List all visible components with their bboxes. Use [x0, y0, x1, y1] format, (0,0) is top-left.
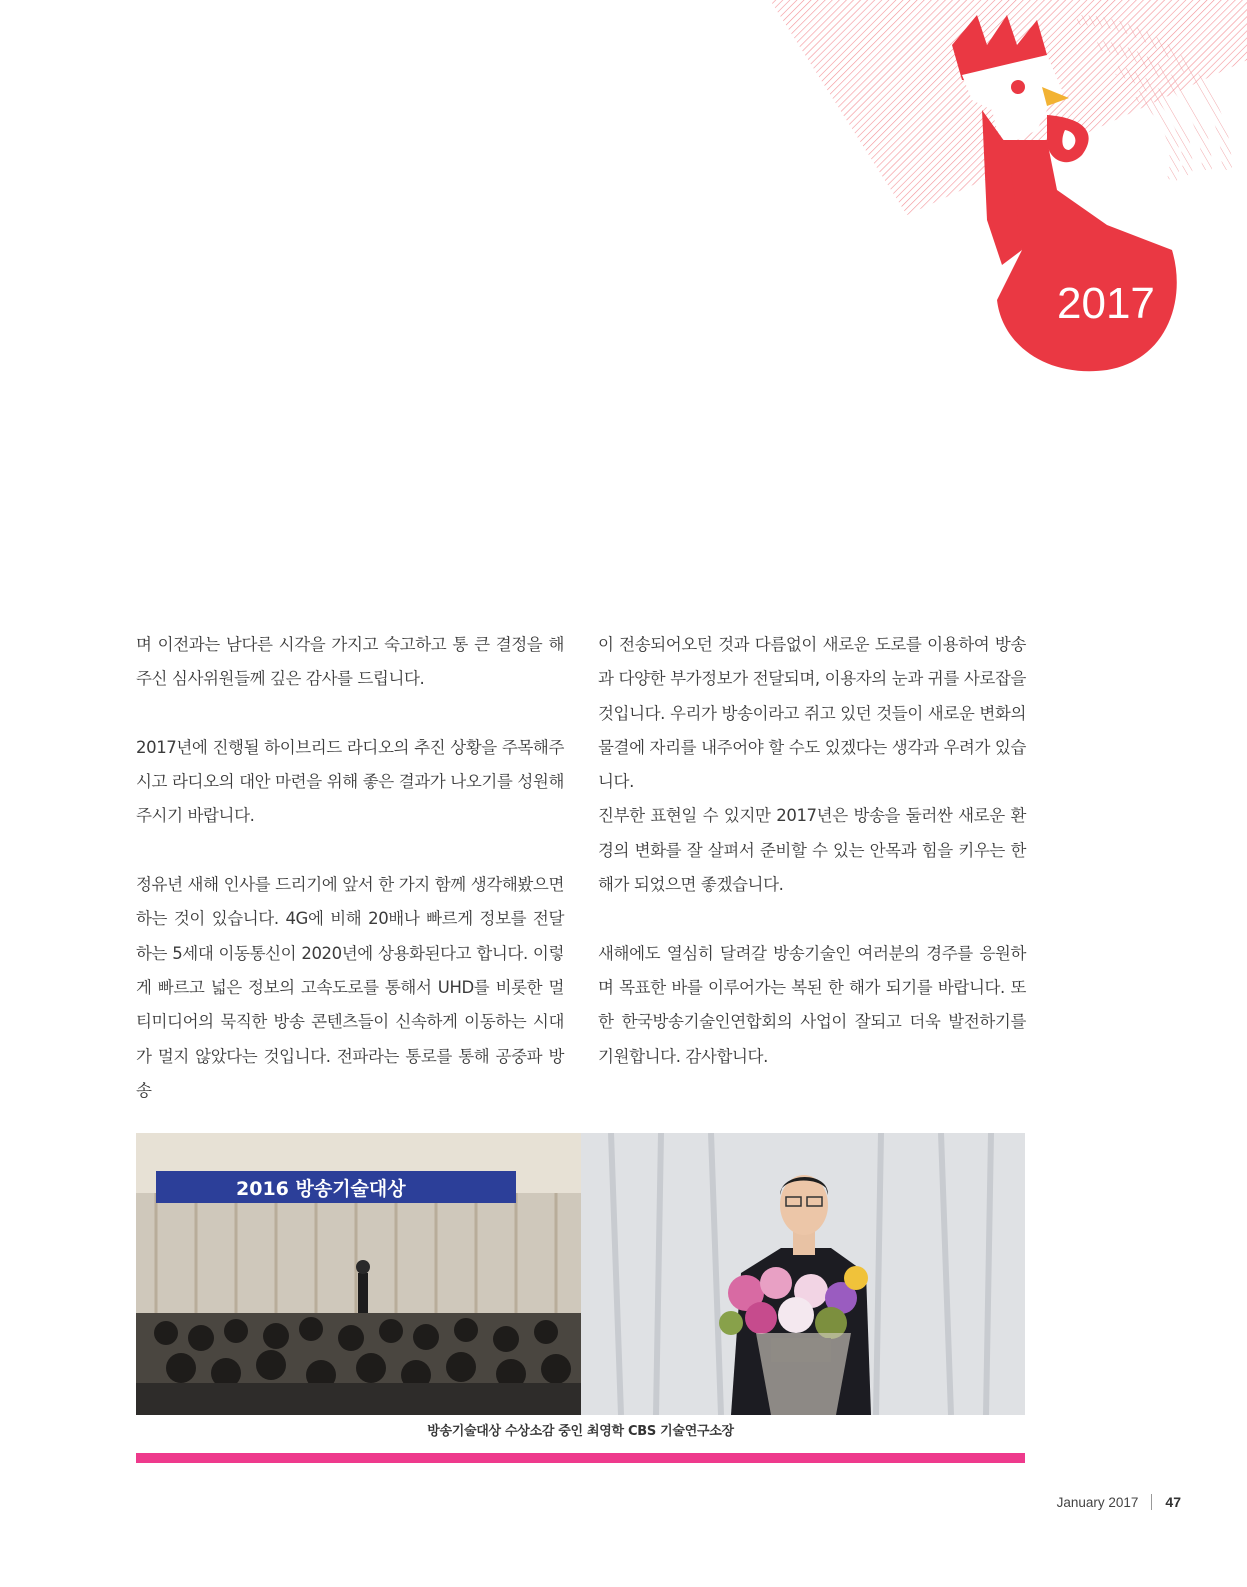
paragraph: 정유년 새해 인사를 드리기에 앞서 한 가지 함께 생각해봤으면 하는 것이 있습니다. 4G에 비해 20배나 빠르게 정보를 전달하는 5세대 이동통신이 2020년에 상용화된다고 합니다. 이렇게 빠르고 넓은 정보의 고속도로를 통해서 UHD를 비롯한 멀티미디어의 묵직한 방송 콘텐츠들이 신속하게 이동하는 시대가 멀지 않았다는 것입니다. 전파라는 통로를 통해 공중파 방송	[136, 875, 564, 1100]
body-column-left	[136, 628, 564, 1108]
paragraph: 진부한 표현일 수 있지만 2017년은 방송을 둘러싼 새로운 환경의 변화를 잘 살펴서 준비할 수 있는 안목과 힘을 키우는 한 해가 되었으면 좋겠습니다.	[598, 806, 1026, 895]
paragraph: 2017년에 진행될 하이브리드 라디오의 추진 상황을 주목해주시고 라디오의 대안 마련을 위해 좋은 결과가 나오기를 성원해 주시기 바랍니다.	[136, 737, 564, 826]
footer-divider	[1151, 1494, 1152, 1510]
banner-text: 2016 방송기술대상	[236, 1178, 406, 1200]
body-column-right	[598, 628, 1026, 1074]
page-footer	[1057, 1494, 1181, 1510]
rooster-icon	[747, 0, 1247, 400]
paragraph: 이 전송되어오던 것과 다름없이 새로운 도로를 이용하여 방송과 다양한 부가정보가 전달되며, 이용자의 눈과 귀를 사로잡을 것입니다. 우리가 방송이라고 쥐고 있던 것들이 새로운 변화의 물결에 자리를 내주어야 할 수도 있겠다는 생각과 우려가 있습니다.	[598, 635, 1026, 792]
paragraph: 며 이전과는 남다른 시각을 가지고 숙고하고 통 큰 결정을 해 주신 심사위원들께 깊은 감사를 드립니다.	[136, 635, 564, 689]
page-number: 47	[1165, 1494, 1181, 1510]
pink-divider	[136, 1453, 1025, 1463]
paragraph: 새해에도 열심히 달려갈 방송기술인 여러분의 경주를 응원하며 목표한 바를 이루어가는 복된 한 해가 되기를 바랍니다. 또한 한국방송기술인연합회의 사업이 잘되고 더욱 발전하기를 기원합니다. 감사합니다.	[598, 943, 1026, 1066]
photo-caption: 방송기술대상 수상소감 중인 최영학 CBS 기술연구소장	[427, 1424, 734, 1439]
issue-label: January 2017	[1056, 1494, 1139, 1510]
award-winner-photo	[581, 1133, 1025, 1415]
award-ceremony-photo	[136, 1133, 581, 1415]
year-label: 2017	[1057, 279, 1155, 328]
photo-strip	[136, 1133, 1025, 1415]
rooster-decoration	[747, 0, 1247, 400]
